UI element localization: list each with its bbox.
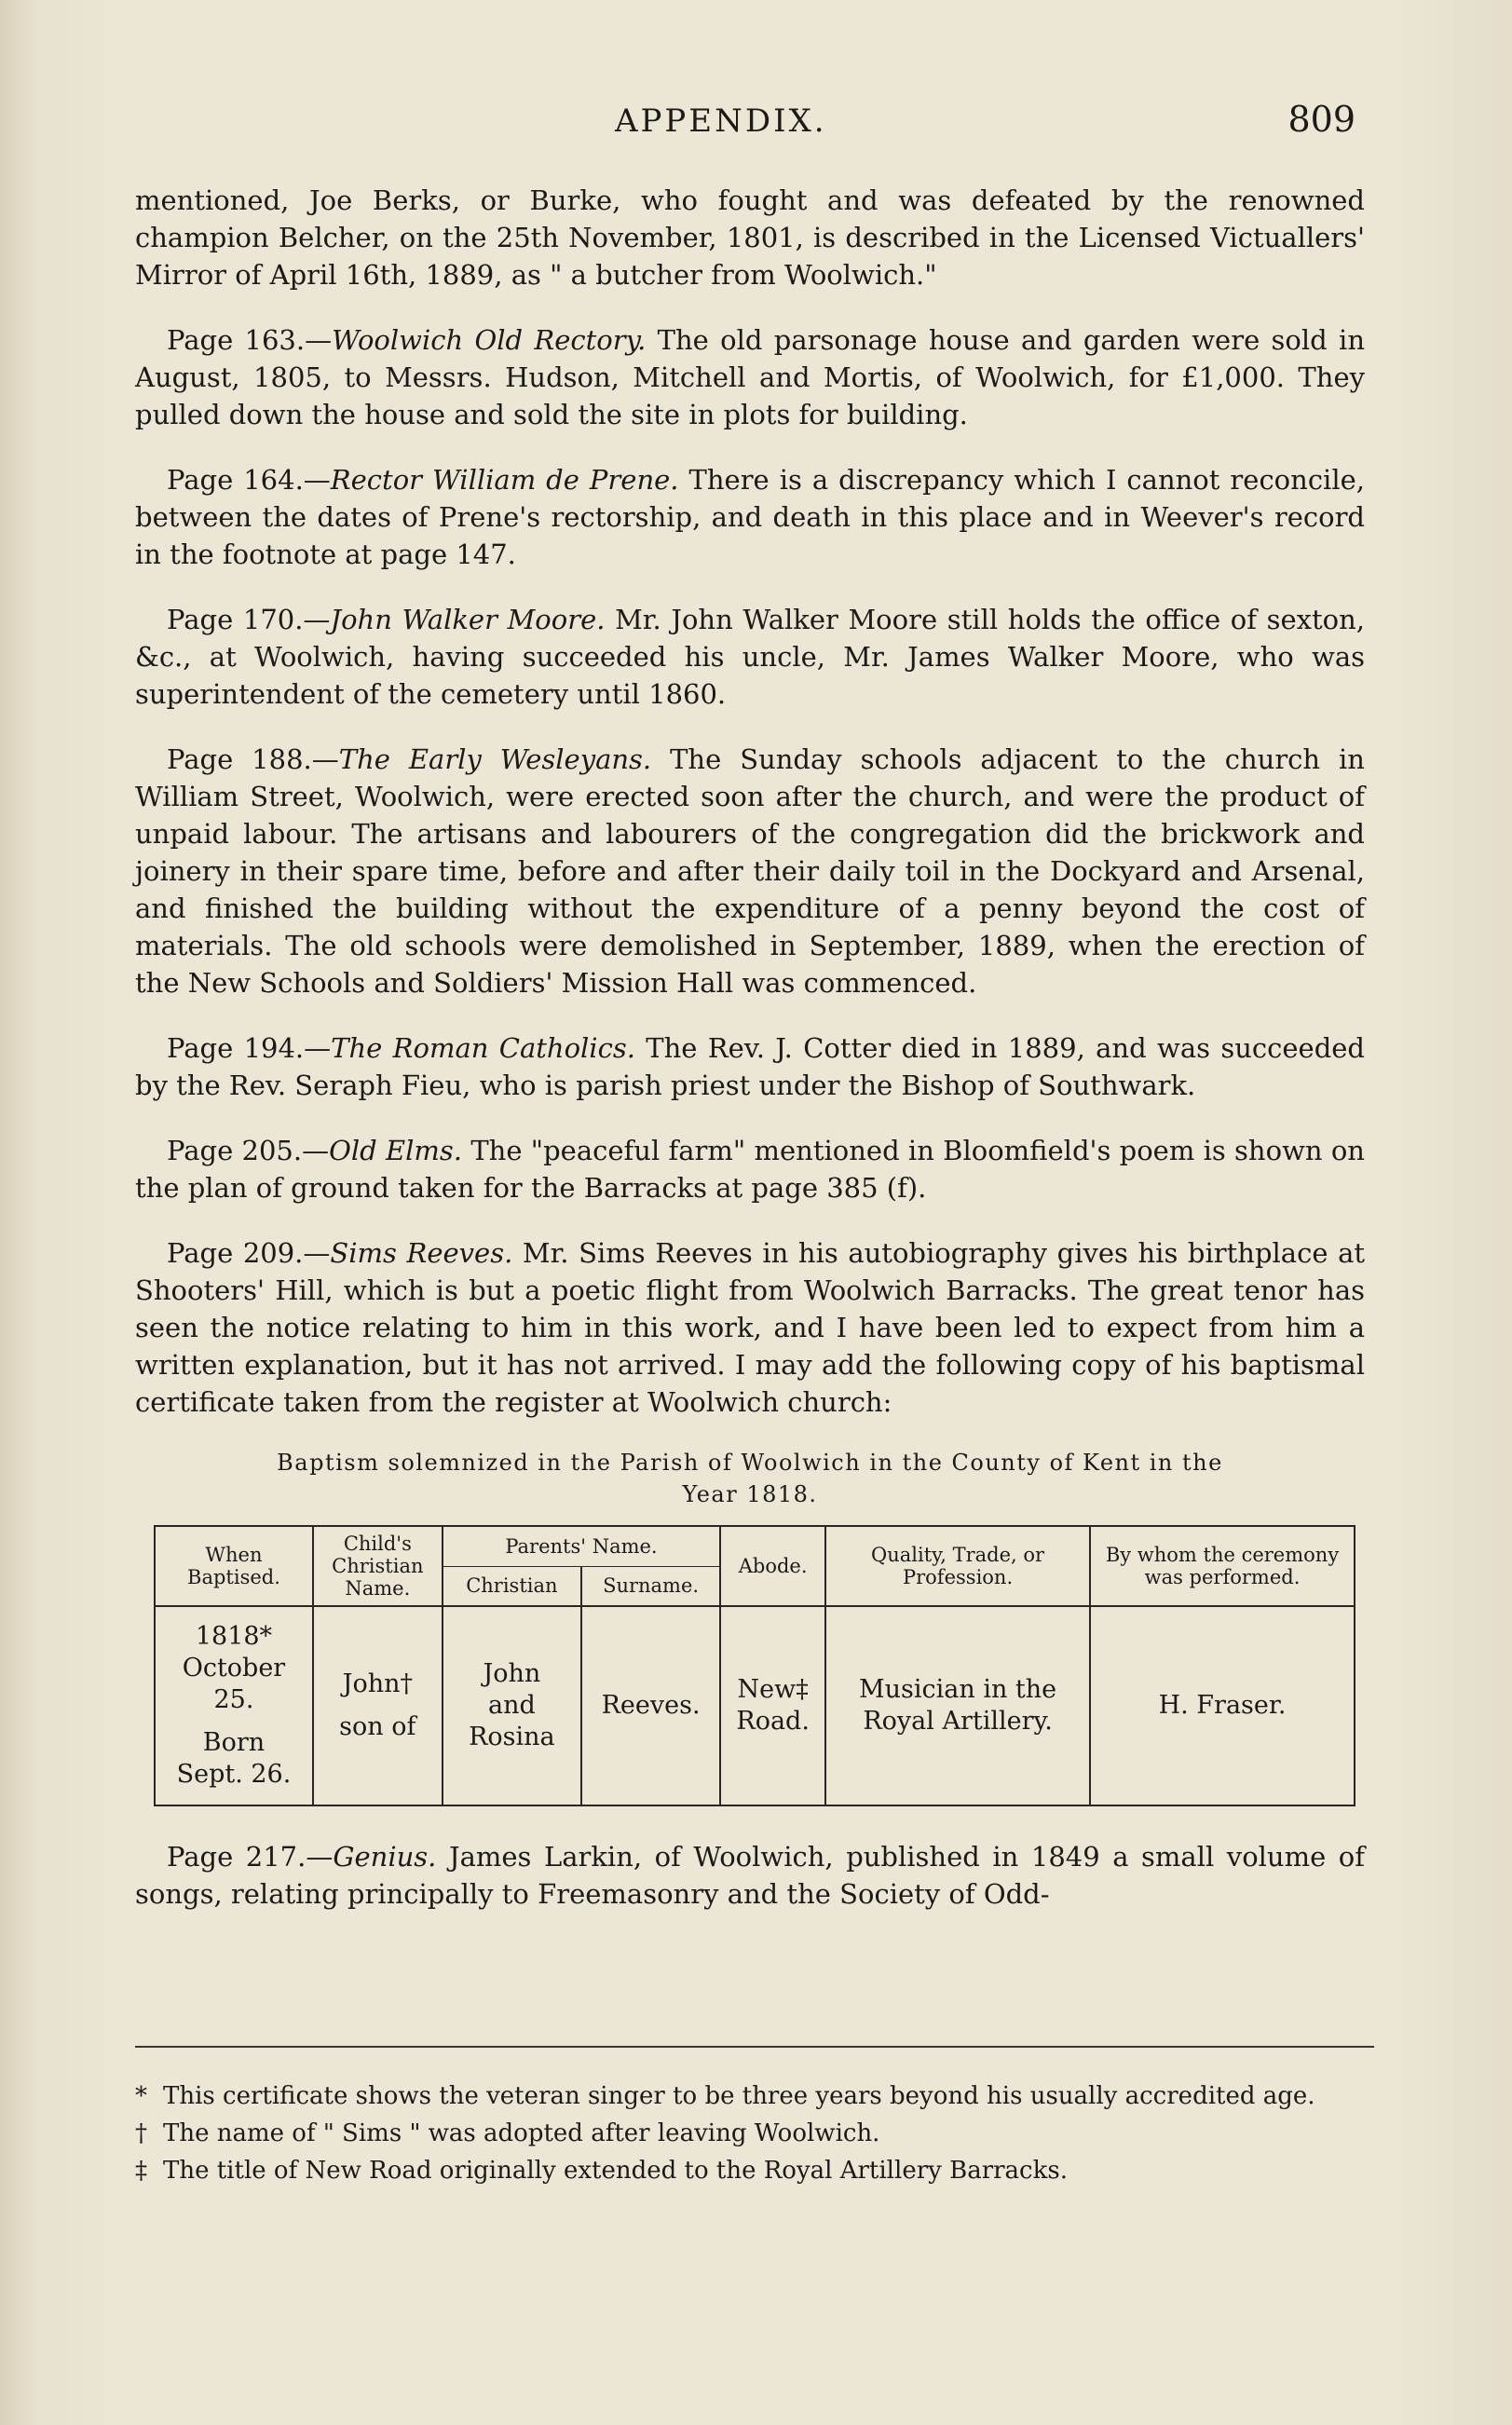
baptism-register-table — [154, 1525, 1355, 1806]
footnote: * This certificate shows the veteran singer to be three years beyond his usually accredited age. — [135, 2078, 1374, 2115]
paragraph-page-194: Page 194.—The Roman Catholics. The Rev. J. Cotter died in 1889, and was succeeded by the Rev. Seraph Fieu, who is parish priest under the Bishop of Southwark. — [135, 1032, 1365, 1101]
topic-title: The Early Wesleyans. — [338, 743, 652, 775]
paragraph-page-209: Page 209.—Sims Reeves. Mr. Sims Reeves in his autobiography gives his birthplace at Shooters' Hill, which is but a poetic flight from Woolwich Barracks. The great tenor has seen the notice relating to him in this work, and I have been led to expect from him a written explanation, but it has not arrived. I may add the following copy of his baptismal certificate taken from the register at Woolwich church: — [135, 1237, 1366, 1418]
cell-parents-christian: John and Rosina — [443, 1606, 581, 1805]
topic-title: Old Elms. — [329, 1135, 463, 1166]
table-header-row — [155, 1526, 1355, 1566]
cell-parents-surname: Reeves. — [581, 1606, 720, 1805]
topic-title: The Roman Catholics. — [331, 1032, 635, 1064]
header-surname: Surname. — [581, 1566, 720, 1606]
header-ceremony: By whom the ceremony was performed. — [1090, 1526, 1355, 1606]
header-christian: Christian — [443, 1566, 581, 1606]
topic-title: John Walker Moore. — [330, 604, 606, 635]
page-number: 809 — [1287, 99, 1355, 140]
cell-child-name: John† son of — [313, 1606, 443, 1805]
header-abode: Abode. — [720, 1526, 825, 1606]
paragraph-continuation: mentioned, Joe Berks, or Burke, who fought and was defeated by the renowned champion Belcher, on the 25th November, 1801, is described in the Licensed Victuallers' Mirror of April 16th, 1889, as " a butcher from Woolwich." — [135, 184, 1365, 291]
footnote: ‡ The title of New Road originally extended to the Royal Artillery Barracks. — [135, 2152, 1374, 2189]
paragraph-page-170: Page 170.—John Walker Moore. Mr. John Walker Moore still holds the office of sexton, &c., at Woolwich, having succeeded his uncle, Mr. James Walker Moore, who was superintendent of the cemetery until 1860. — [135, 604, 1366, 710]
cell-quality: Musician in the Royal Artillery. — [825, 1606, 1090, 1805]
body-text — [135, 182, 1365, 1941]
table-caption-line-2: Year 1818. — [682, 1481, 818, 1507]
header-when-baptised: When Baptised. — [155, 1526, 313, 1606]
running-title: APPENDIX. — [615, 102, 827, 140]
footnotes — [135, 2078, 1374, 2189]
paragraph-page-205: Page 205.—Old Elms. The "peaceful farm" mentioned in Bloomfield's poem is shown on the plan of ground taken for the Barracks at page 385 (f). — [135, 1135, 1365, 1204]
topic-title: Woolwich Old Rectory. — [332, 324, 647, 356]
paragraph-page-217: Page 217.—Genius. James Larkin, of Woolwich, published in 1849 a small volume of songs, relating principally to Freemasonry and the Society of Odd- — [135, 1841, 1366, 1910]
topic-title: Sims Reeves. — [330, 1237, 513, 1269]
footnote-divider — [135, 2046, 1374, 2048]
header-child-name: Child's Christian Name. — [313, 1526, 443, 1606]
table-caption-line-1: Baptism solemnized in the Parish of Woolwich in the County of Kent in the — [277, 1450, 1223, 1476]
footnote-mark: * — [135, 2082, 147, 2110]
footnote: † The name of " Sims " was adopted after leaving Woolwich. — [135, 2115, 1374, 2152]
topic-title: Rector William de Prene. — [330, 464, 679, 496]
cell-abode: New‡ Road. — [720, 1606, 825, 1805]
cell-when-baptised: 1818* October 25. Born Sept. 26. — [155, 1606, 313, 1805]
page-header — [0, 99, 1512, 149]
paragraph-page-188: Page 188.—The Early Wesleyans. The Sunday schools adjacent to the church in William Street, Woolwich, were erected soon after the church, and were the product of unpaid labour. The artisans and labourers of the congregation did the brickwork and joinery in their spare time, before and after their daily toil in the Dockyard and Arsenal, and finished the building without the expenditure of a penny beyond the cost of materials. The old schools were demolished in September, 1889, when the erection of the New Schools and Soldiers' Mission Hall was commenced. — [135, 743, 1365, 999]
paragraph-page-164: Page 164.—Rector William de Prene. There is a discrepancy which I cannot reconcile, between the dates of Prene's rectorship, and death in this place and in Weever's record in the footnote at page 147. — [135, 464, 1365, 570]
table-caption — [135, 1447, 1365, 1510]
header-parents-name: Parents' Name. — [443, 1526, 720, 1566]
footnote-mark: ‡ — [135, 2157, 147, 2185]
table-row — [155, 1606, 1355, 1805]
topic-title: Genius. — [333, 1841, 437, 1873]
header-quality: Quality, Trade, or Profession. — [825, 1526, 1090, 1606]
paragraph-page-163: Page 163.—Woolwich Old Rectory. The old parsonage house and garden were sold in August, 1805, to Messrs. Hudson, Mitchell and Mortis, of Woolwich, for £1,000. They pulled down the house and sold the site in plots for building. — [135, 324, 1365, 430]
footnote-mark: † — [135, 2119, 147, 2147]
cell-ceremony: H. Fraser. — [1090, 1606, 1355, 1805]
